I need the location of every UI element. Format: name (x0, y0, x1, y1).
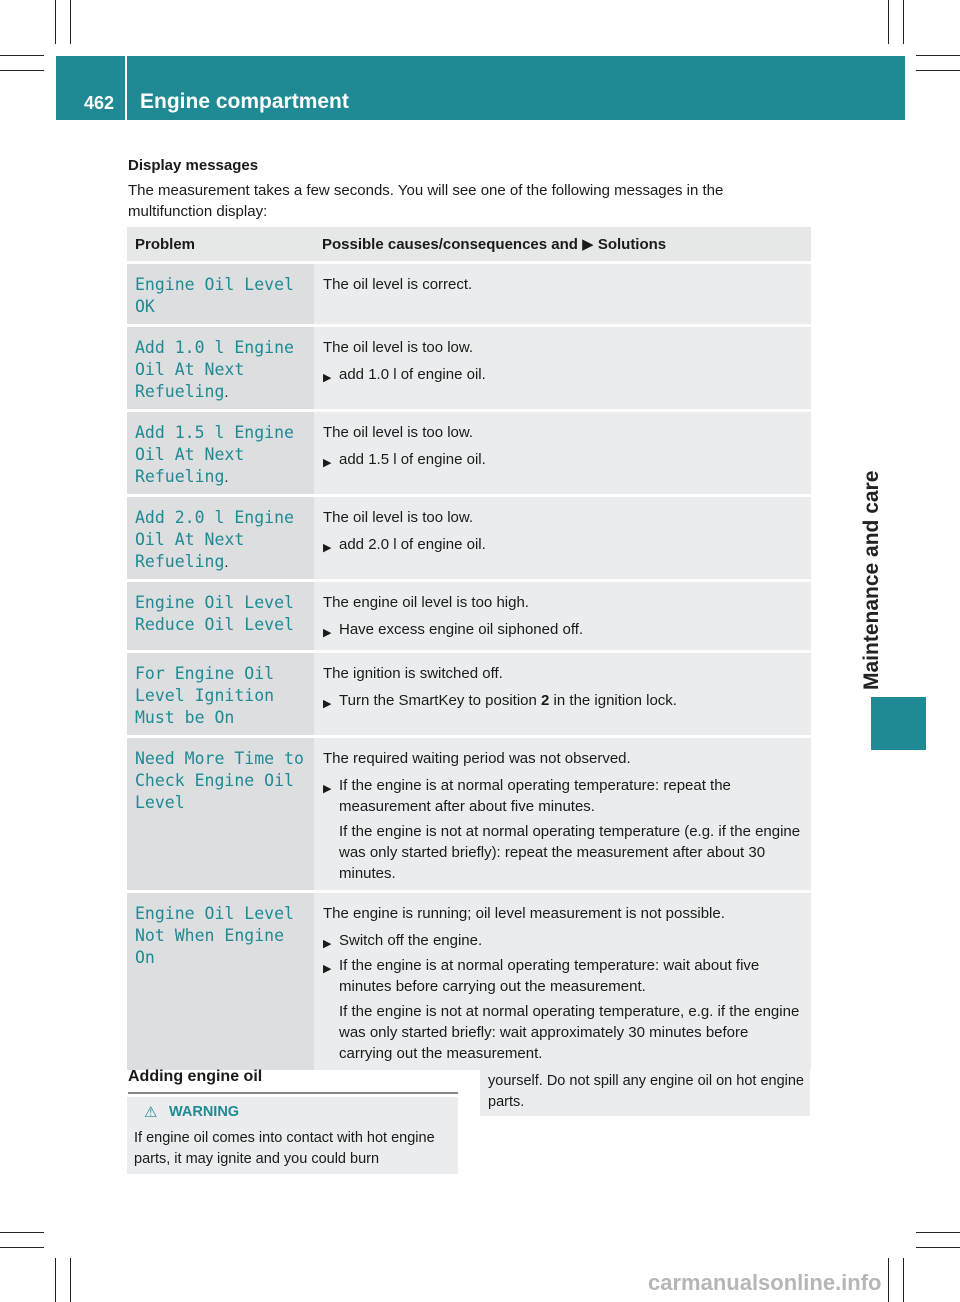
problem-cell (127, 263, 314, 326)
solution-cell (314, 737, 811, 892)
side-chapter-label: Maintenance and care (860, 470, 883, 690)
display-message: For Engine Oil Level Ignition Must be On (135, 664, 275, 727)
solution-step (323, 619, 803, 640)
table-body (127, 263, 811, 1072)
column-header-solutions: Possible causes/consequences and ▶ Solutions (314, 227, 811, 263)
solution-note: If the engine is not at normal operating temperature, e.g. if the engine was only started briefly: wait approximately 30 minutes before carrying out the measurement. (339, 1003, 800, 1062)
display-message-suffix: . (224, 469, 229, 486)
cause-text: The engine oil level is too high. (323, 594, 529, 611)
cause-text: The ignition is switched off. (323, 665, 503, 682)
crop-mark (916, 55, 960, 56)
problem-cell (127, 496, 314, 581)
column-header-problem: Problem (127, 227, 314, 263)
step-text: Switch off the engine. (339, 932, 483, 949)
crop-mark (55, 0, 56, 44)
display-message-suffix: . (224, 554, 229, 571)
step-text: add 1.5 l of engine oil. (339, 451, 486, 468)
side-tab-marker (871, 697, 926, 750)
table-header-row (127, 227, 811, 263)
section-heading: Display messages (128, 157, 259, 174)
solution-step (323, 690, 803, 711)
display-message: Engine Oil Level Reduce Oil Level (135, 593, 294, 634)
header-divider (125, 56, 127, 120)
problem-cell (127, 326, 314, 411)
solution-step (323, 955, 803, 997)
cause-text: The oil level is correct. (323, 276, 473, 293)
step-arrow-icon: ▶ (323, 627, 332, 639)
solution-cell (314, 652, 811, 737)
table-row (127, 892, 811, 1072)
crop-mark (888, 0, 889, 44)
adding-engine-oil-heading: Adding engine oil (128, 1068, 458, 1094)
problem-cell (127, 737, 314, 892)
display-message: Add 1.5 l Engine Oil At Next Refueling (135, 423, 294, 486)
crop-mark (903, 1258, 904, 1302)
problem-cell (127, 411, 314, 496)
table-row (127, 326, 811, 411)
step-text: Turn the SmartKey to position 2 in the ignition lock. (339, 692, 677, 709)
solution-step (323, 534, 803, 555)
step-text: Have excess engine oil siphoned off. (339, 621, 584, 638)
problem-cell (127, 892, 314, 1072)
crop-mark (70, 1258, 71, 1302)
problem-cell (127, 581, 314, 652)
problem-cell (127, 652, 314, 737)
table-row (127, 496, 811, 581)
solution-cell (314, 263, 811, 326)
display-message: Engine Oil Level OK (135, 275, 294, 316)
crop-mark (0, 1232, 44, 1233)
display-message: Add 1.0 l Engine Oil At Next Refueling (135, 338, 294, 401)
crop-mark (0, 70, 44, 71)
warning-continuation-text: yourself. Do not spill any engine oil on hot engine parts. (488, 1073, 804, 1110)
table-row (127, 581, 811, 652)
display-message: Add 2.0 l Engine Oil At Next Refueling (135, 508, 294, 571)
solution-step (323, 930, 803, 951)
crop-mark (903, 0, 904, 44)
step-arrow-icon: ▶ (323, 542, 332, 554)
crop-mark (916, 1247, 960, 1248)
solution-cell (314, 892, 811, 1072)
cause-text: The oil level is too low. (323, 424, 474, 441)
step-text: If the engine is at normal operating temperature: wait about five minutes before carrying out the measurement. (339, 957, 760, 995)
solution-step (323, 449, 803, 470)
crop-mark (916, 1232, 960, 1233)
table-row (127, 737, 811, 892)
display-message-suffix: . (224, 384, 229, 401)
solution-cell (314, 496, 811, 581)
solution-cell (314, 581, 811, 652)
crop-mark (916, 70, 960, 71)
solution-step (323, 364, 803, 385)
step-arrow-icon: ▶ (323, 698, 332, 710)
warning-title: WARNING (169, 1104, 240, 1120)
step-text: If the engine is at normal operating temperature: repeat the measurement after about five minutes. (339, 777, 731, 815)
solution-cell (314, 326, 811, 411)
intro-text: The measurement takes a few seconds. You will see one of the following messages in the multifunction display: (128, 182, 724, 220)
crop-mark (70, 0, 71, 44)
display-message: Need More Time to Check Engine Oil Level (135, 749, 304, 812)
crop-mark (55, 1258, 56, 1302)
step-arrow-icon: ▶ (323, 783, 332, 795)
solution-note: If the engine is not at normal operating temperature (e.g. if the engine was only started briefly): repeat the measurement after about 30 minutes. (339, 823, 801, 882)
watermark: carmanualsonline.info (648, 1270, 882, 1295)
table-row (127, 263, 811, 326)
display-message: Engine Oil Level Not When Engine On (135, 904, 294, 967)
step-arrow-icon: ▶ (323, 457, 332, 469)
warning-box (127, 1097, 458, 1174)
crop-mark (0, 55, 44, 56)
warning-text: If engine oil comes into contact with hot engine parts, it may ignite and you could burn (134, 1130, 435, 1167)
solution-cell (314, 411, 811, 496)
warning-continuation-box (480, 1066, 810, 1116)
step-text: add 2.0 l of engine oil. (339, 536, 486, 553)
cause-text: The oil level is too low. (323, 509, 474, 526)
cause-text: The oil level is too low. (323, 339, 474, 356)
solution-step (323, 775, 803, 817)
cause-text: The required waiting period was not observed. (323, 750, 631, 767)
table-row (127, 652, 811, 737)
table-row (127, 411, 811, 496)
crop-mark (0, 1247, 44, 1248)
step-arrow-icon: ▶ (323, 372, 332, 384)
step-text: add 1.0 l of engine oil. (339, 366, 486, 383)
cause-text: The engine is running; oil level measurement is not possible. (323, 905, 725, 922)
page-title: Engine compartment (140, 90, 349, 113)
step-arrow-icon: ▶ (323, 963, 332, 975)
step-arrow-icon: ▶ (323, 938, 332, 950)
page-number: 462 (84, 93, 115, 113)
warning-triangle-icon: ⚠ (144, 1104, 158, 1121)
crop-mark (888, 1258, 889, 1302)
display-messages-table (127, 227, 811, 1073)
